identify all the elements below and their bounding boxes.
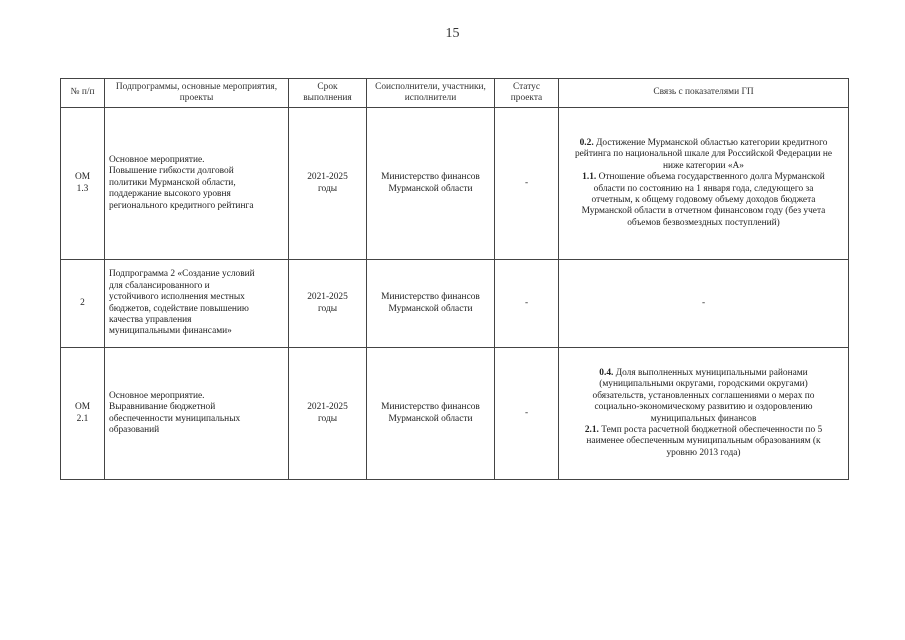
page-number: 15 — [445, 26, 460, 41]
executor-line: Министерство финансов — [381, 292, 480, 303]
executor-line: Мурманской области — [388, 183, 473, 194]
row-number-cell — [61, 348, 105, 480]
header-name: Подпрограммы, основные мероприятия, проекты — [105, 79, 289, 108]
program-name-cell — [105, 260, 289, 348]
period-unit: годы — [317, 183, 338, 194]
row-number-prefix: ОМ — [74, 402, 91, 413]
name-line: Основное мероприятие. — [109, 390, 205, 401]
name-line: политики Мурманской области, — [109, 177, 236, 188]
executors-cell — [367, 108, 495, 260]
name-line: Выравнивание бюджетной — [109, 402, 216, 413]
header-link: Связь с показателями ГП — [559, 79, 849, 108]
period-cell — [289, 108, 367, 260]
table-row — [61, 260, 849, 348]
indicator-text: Отношение объема государственного долга Мурманской — [596, 172, 825, 183]
name-line: регионального кредитного рейтинга — [109, 200, 254, 211]
indicator-text: Достижение Мурманской областью категории кредитного — [593, 137, 828, 148]
period-cell — [289, 348, 367, 480]
row-number-cell — [61, 108, 105, 260]
program-table — [60, 78, 849, 480]
name-line: образований — [109, 424, 160, 435]
indicator-code: 1.1. — [582, 172, 597, 183]
executors-cell — [367, 348, 495, 480]
indicator-text: Доля выполненных муниципальными районами — [613, 367, 808, 378]
indicator-text: области по состоянию на 1 января года, следующего за — [593, 183, 814, 194]
row-number-cell — [61, 260, 105, 348]
period-unit: годы — [317, 303, 338, 314]
name-line: Основное мероприятие. — [109, 154, 205, 165]
header-status: Статус проекта — [495, 79, 559, 108]
program-name-cell — [105, 348, 289, 480]
period-years: 2021-2025 — [307, 292, 348, 303]
name-line: бюджетов, содействие повышению — [109, 303, 249, 314]
indicator-code: 2.1. — [584, 424, 599, 435]
period-years: 2021-2025 — [307, 402, 348, 413]
row-number-prefix: ОМ — [74, 172, 91, 183]
indicator-text: объемов безвозмездных поступлений) — [627, 217, 780, 228]
indicator-code: 0.4. — [599, 367, 614, 378]
period-unit: годы — [317, 413, 338, 424]
executor-line: Министерство финансов — [381, 172, 480, 183]
executor-line: Министерство финансов — [381, 402, 480, 413]
status-cell: - — [495, 348, 559, 480]
indicator-text: ниже категории «А» — [663, 160, 744, 171]
name-line: муниципальными финансами» — [109, 326, 232, 337]
name-line: обеспеченности муниципальных — [109, 413, 241, 424]
indicator-link-cell: - — [559, 260, 849, 348]
name-line: качества управления — [109, 314, 192, 325]
indicator-link-cell — [559, 108, 849, 260]
header-period: Срок выполнения — [289, 79, 367, 108]
indicator-text: обязательств, установленных соглашениями о мерах по — [592, 390, 815, 401]
executor-line: Мурманской области — [388, 303, 473, 314]
indicator-text: уровню 2013 года) — [666, 447, 741, 458]
indicator-link-cell — [559, 348, 849, 480]
program-name-cell — [105, 108, 289, 260]
indicator-text: (муниципальными округами, городскими округами) — [599, 379, 808, 390]
name-line: поддержание высокого уровня — [109, 189, 231, 200]
table-header-row — [61, 79, 849, 108]
name-line: Подпрограмма 2 «Создание условий — [109, 269, 255, 280]
indicator-text: наименее обеспеченным муниципальным образованиям (к — [586, 436, 821, 447]
indicator-text: отчетным, к общему годовому объему доходов бюджета — [591, 194, 816, 205]
name-line: устойчивого исполнения местных — [109, 292, 245, 303]
executors-cell — [367, 260, 495, 348]
table-row — [61, 348, 849, 480]
row-number-suffix: 1.3 — [76, 183, 89, 194]
row-number-suffix: 2.1 — [76, 413, 89, 424]
indicator-code: 0.2. — [579, 137, 594, 148]
period-years: 2021-2025 — [307, 172, 348, 183]
header-executors: Соисполнители, участники, исполнители — [367, 79, 495, 108]
status-cell: - — [495, 108, 559, 260]
indicator-text: муниципальных финансов — [650, 413, 757, 424]
indicator-text: Темп роста расчетной бюджетной обеспеченности по 5 — [598, 424, 823, 435]
indicator-text: социально-экономическому развитию и оздоровлению — [594, 402, 813, 413]
period-cell — [289, 260, 367, 348]
name-line: для сбалансированного и — [109, 280, 210, 291]
status-cell: - — [495, 260, 559, 348]
header-num: № п/п — [61, 79, 105, 108]
indicator-text: рейтинга по национальной шкале для Российской Федерации не — [574, 149, 833, 160]
name-line: Повышение гибкости долговой — [109, 166, 234, 177]
row-number-prefix: 2 — [80, 297, 85, 308]
executor-line: Мурманской области — [388, 413, 473, 424]
indicator-text: Мурманской области в отчетном финансовом году (без учета — [581, 206, 826, 217]
table-row — [61, 108, 849, 260]
